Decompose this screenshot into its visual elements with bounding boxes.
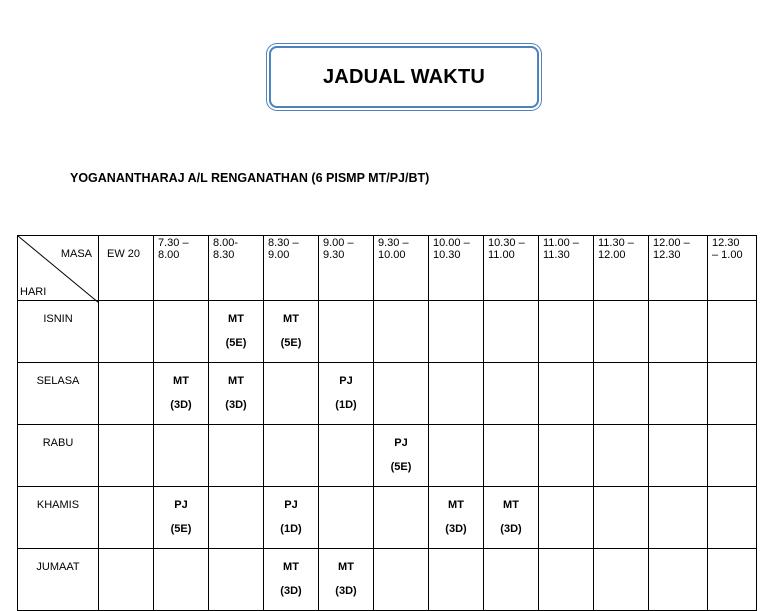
class-label: (3D): [500, 523, 522, 535]
column-header: 10.00 – 10.30: [429, 236, 484, 301]
day-cell: ISNIN: [18, 301, 99, 363]
class-label: (5E): [390, 461, 412, 473]
slot-cell: [264, 487, 319, 549]
slot-cell: [319, 363, 374, 425]
subject-label: MT: [448, 499, 464, 511]
slot-cell: [429, 487, 484, 549]
slot-cell: [649, 363, 708, 425]
class-label: (5E): [280, 337, 302, 349]
page-title: JADUAL WAKTU: [269, 46, 539, 108]
subject-label: MT: [283, 313, 299, 325]
slot-cell: [374, 549, 429, 611]
slot-cell: [708, 363, 757, 425]
class-label: (5E): [170, 523, 192, 535]
slot-cell: [539, 425, 594, 487]
slot-cell: [539, 301, 594, 363]
slot-cell: [154, 301, 209, 363]
slot-cell: [708, 549, 757, 611]
slot-cell: [319, 549, 374, 611]
slot-cell: [649, 425, 708, 487]
hari-label: HARI: [20, 286, 47, 298]
slot-cell: [264, 425, 319, 487]
slot-cell: [209, 549, 264, 611]
class-label: (1D): [280, 523, 302, 535]
class-label: (3D): [225, 399, 247, 411]
slot-cell: [708, 487, 757, 549]
slot-cell: [649, 549, 708, 611]
subject-label: MT: [338, 561, 354, 573]
subject-label: MT: [228, 313, 244, 325]
day-cell: SELASA: [18, 363, 99, 425]
slot-cell: [209, 363, 264, 425]
table-row: [18, 549, 757, 611]
header-row: [18, 236, 757, 301]
slot-cell: [484, 363, 539, 425]
slot-cell: [374, 487, 429, 549]
slot-cell: [649, 301, 708, 363]
column-header: 8.30 – 9.00: [264, 236, 319, 301]
slot-cell: [99, 301, 154, 363]
class-label: (3D): [280, 585, 302, 597]
slot-cell: [99, 549, 154, 611]
slot-cell: [539, 363, 594, 425]
class-label: (3D): [335, 585, 357, 597]
slot-cell: [708, 301, 757, 363]
slot-cell: [209, 487, 264, 549]
slot-cell: [484, 487, 539, 549]
column-header: 9.00 – 9.30: [319, 236, 374, 301]
subject-label: MT: [283, 561, 299, 573]
slot-cell: [374, 301, 429, 363]
timetable: [17, 235, 757, 611]
column-header: 11.00 – 11.30: [539, 236, 594, 301]
column-header: 8.00- 8.30: [209, 236, 264, 301]
slot-cell: [99, 425, 154, 487]
slot-cell: [594, 487, 649, 549]
slot-cell: [484, 301, 539, 363]
slot-cell: [99, 363, 154, 425]
slot-cell: [374, 425, 429, 487]
table-row: [18, 487, 757, 549]
slot-cell: [594, 301, 649, 363]
slot-cell: [594, 549, 649, 611]
subject-label: PJ: [174, 499, 188, 511]
slot-cell: [319, 487, 374, 549]
slot-cell: [484, 549, 539, 611]
slot-cell: [264, 363, 319, 425]
table-row: [18, 425, 757, 487]
column-header: 12.30 – 1.00: [708, 236, 757, 301]
day-cell: JUMAAT: [18, 549, 99, 611]
slot-cell: [154, 549, 209, 611]
table-row: [18, 363, 757, 425]
slot-cell: [154, 425, 209, 487]
day-cell: RABU: [18, 425, 99, 487]
class-label: (5E): [225, 337, 247, 349]
column-header: 12.00 – 12.30: [649, 236, 708, 301]
slot-cell: [429, 301, 484, 363]
slot-cell: [209, 425, 264, 487]
column-header: 11.30 – 12.00: [594, 236, 649, 301]
slot-cell: [429, 549, 484, 611]
subject-label: PJ: [284, 499, 298, 511]
column-header: 9.30 – 10.00: [374, 236, 429, 301]
slot-cell: [539, 549, 594, 611]
class-label: (3D): [170, 399, 192, 411]
slot-cell: [594, 425, 649, 487]
slot-cell: [374, 363, 429, 425]
slot-cell: [99, 487, 154, 549]
slot-cell: [154, 363, 209, 425]
teacher-name: YOGANANTHARAJ A/L RENGANATHAN (6 PISMP MT/PJ/BT): [70, 171, 430, 185]
subject-label: MT: [503, 499, 519, 511]
slot-cell: [319, 301, 374, 363]
slot-cell: [649, 487, 708, 549]
table-row: [18, 301, 757, 363]
slot-cell: [539, 487, 594, 549]
slot-cell: [484, 425, 539, 487]
column-header: 7.30 – 8.00: [154, 236, 209, 301]
column-header: 10.30 – 11.00: [484, 236, 539, 301]
slot-cell: [429, 425, 484, 487]
column-header: EW 20: [99, 236, 154, 301]
class-label: (1D): [335, 399, 357, 411]
class-label: (3D): [445, 523, 467, 535]
slot-cell: [264, 549, 319, 611]
slot-cell: [708, 425, 757, 487]
corner-cell: [18, 236, 99, 301]
slot-cell: [594, 363, 649, 425]
slot-cell: [264, 301, 319, 363]
subject-label: MT: [173, 375, 189, 387]
subject-label: PJ: [394, 437, 408, 449]
slot-cell: [154, 487, 209, 549]
day-cell: KHAMIS: [18, 487, 99, 549]
subject-label: PJ: [339, 375, 353, 387]
subject-label: MT: [228, 375, 244, 387]
slot-cell: [209, 301, 264, 363]
slot-cell: [429, 363, 484, 425]
slot-cell: [319, 425, 374, 487]
masa-label: MASA: [60, 248, 92, 260]
